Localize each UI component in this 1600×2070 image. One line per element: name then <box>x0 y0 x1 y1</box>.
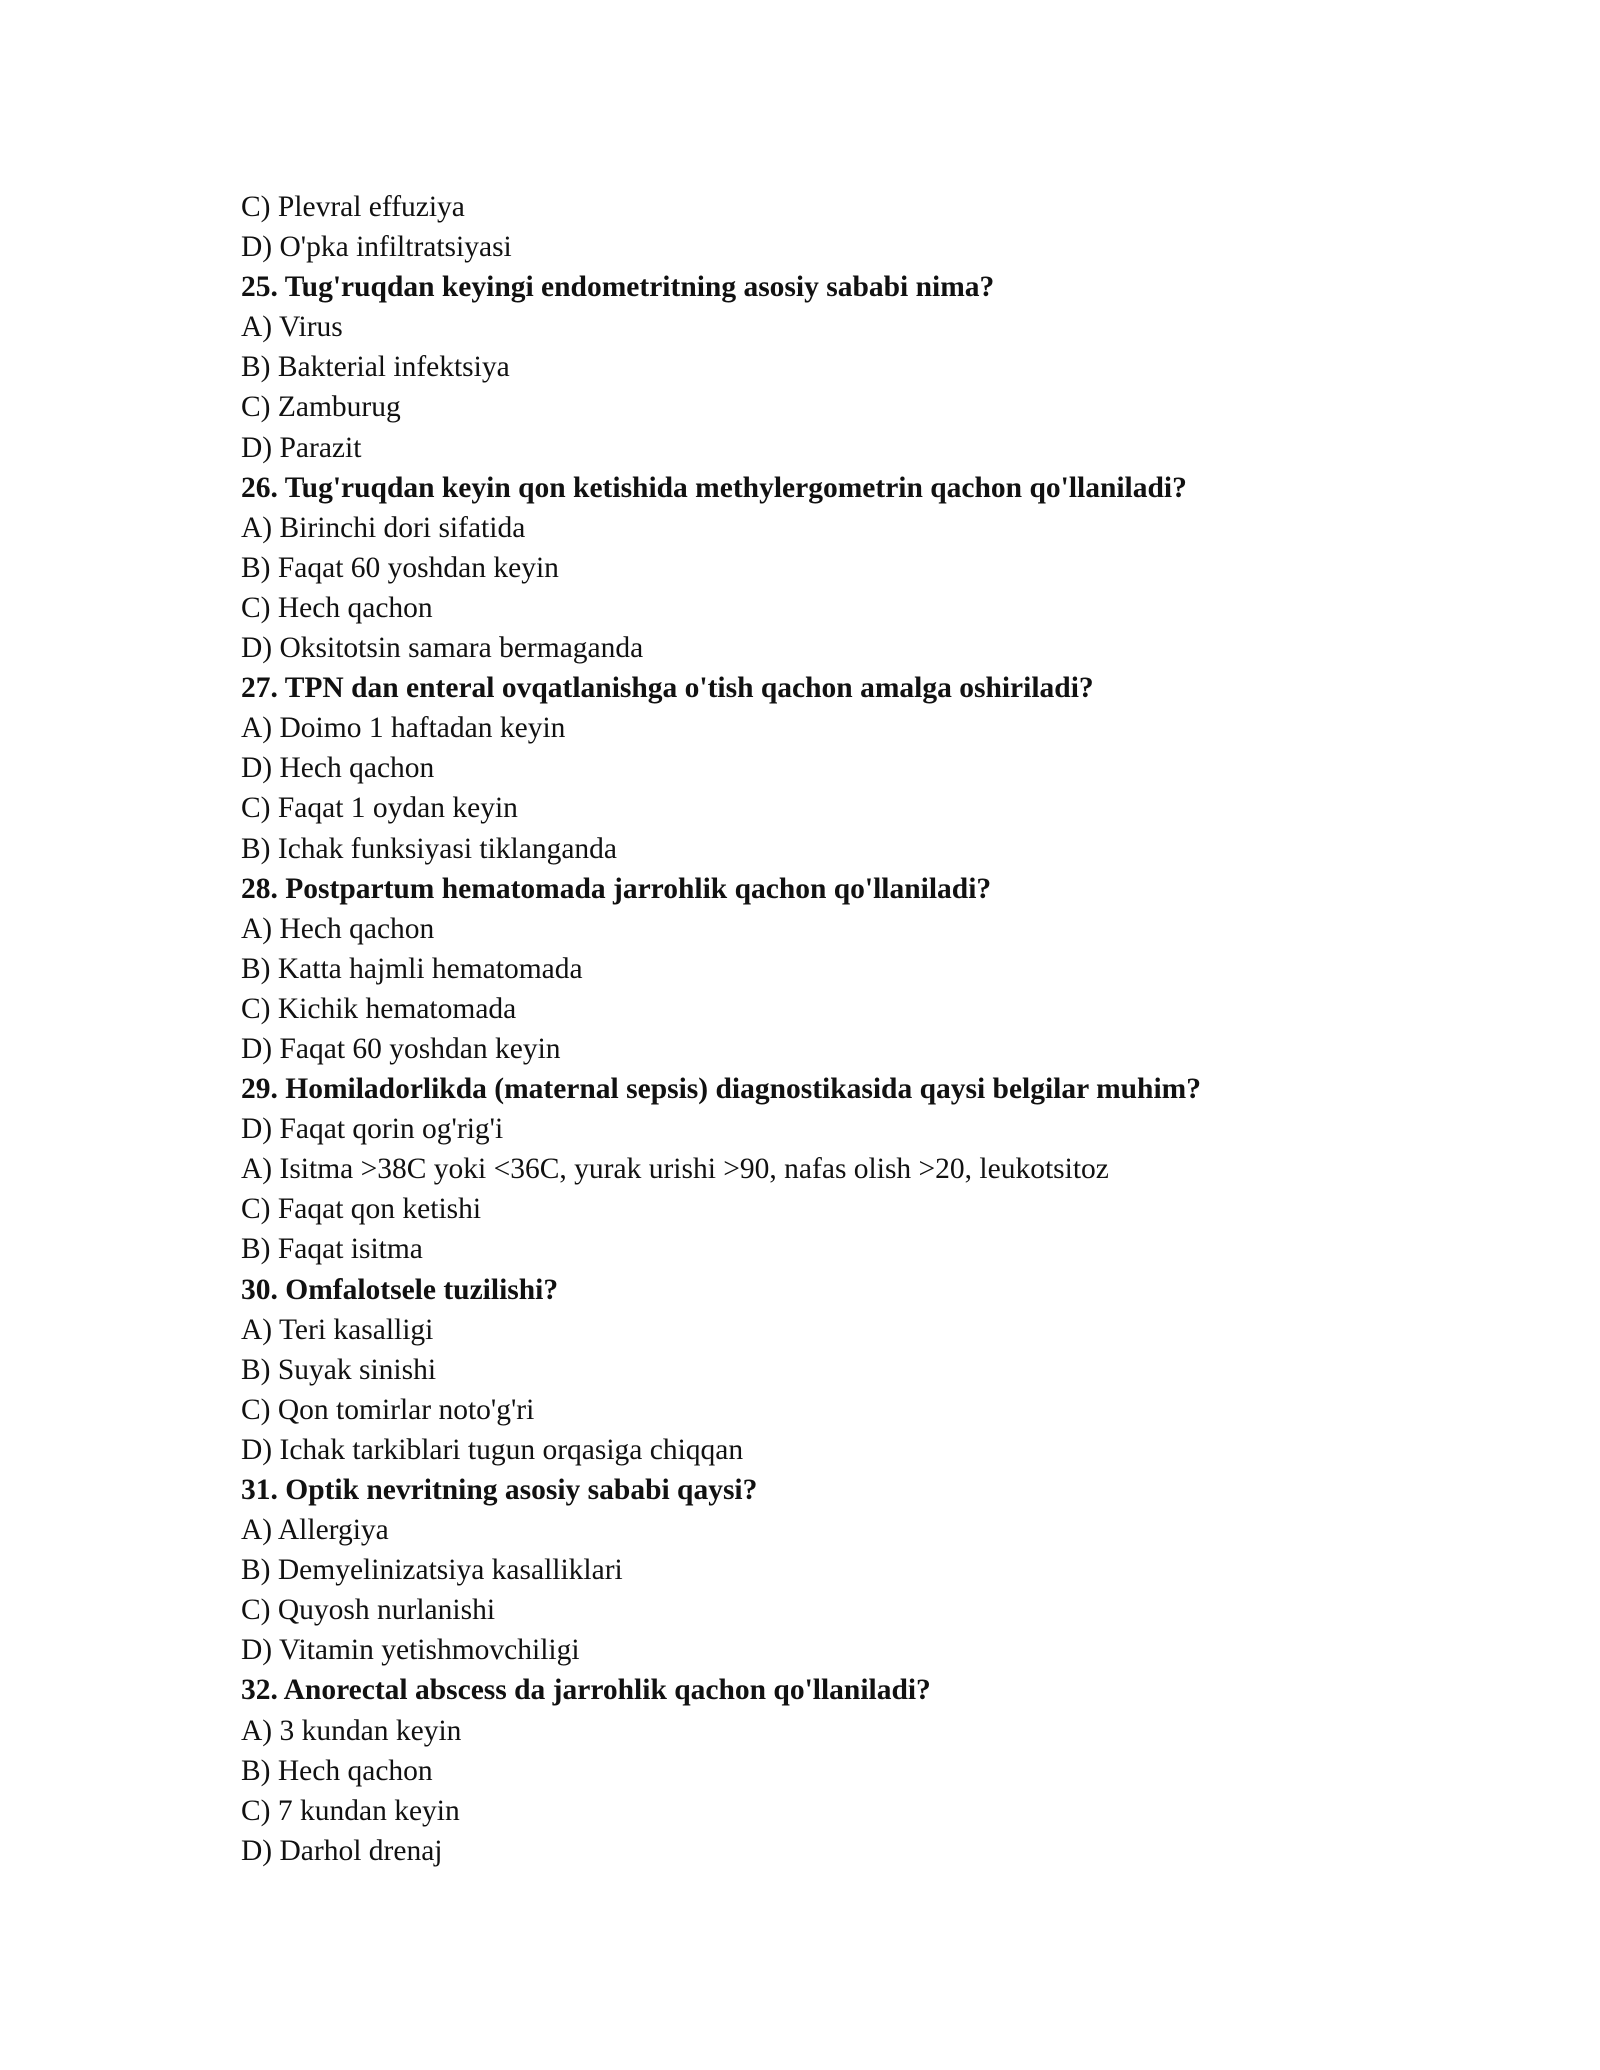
answer-option: D) Ichak tarkiblari tugun orqasiga chiqqan <box>241 1433 744 1466</box>
answer-option: A) Hech qachon <box>241 912 435 945</box>
answer-option: B) Bakterial infektsiya <box>241 351 510 384</box>
answer-option: C) Qon tomirlar noto'g'ri <box>241 1393 535 1426</box>
answer-option: B) Katta hajmli hematomada <box>241 952 583 985</box>
answer-option: B) Ichak funksiyasi tiklanganda <box>241 832 618 865</box>
answer-option: D) Faqat qorin og'rig'i <box>241 1113 504 1146</box>
answer-option: D) Vitamin yetishmovchiligi <box>241 1634 580 1667</box>
answer-option: D) Oksitotsin samara bermaganda <box>241 632 644 665</box>
answer-option: A) Allergiya <box>241 1514 389 1547</box>
answer-option: D) Faqat 60 yoshdan keyin <box>241 1032 561 1065</box>
answer-option: D) Darhol drenaj <box>241 1834 443 1867</box>
question-text: 26. Tug'ruqdan keyin qon ketishida methylergometrin qachon qo'llaniladi? <box>241 471 1187 504</box>
answer-option: D) O'pka infiltratsiyasi <box>241 231 512 264</box>
answer-option: C) 7 kundan keyin <box>241 1794 460 1827</box>
question-text: 29. Homiladorlikda (maternal sepsis) diagnostikasida qaysi belgilar muhim? <box>241 1073 1201 1106</box>
question-text: 27. TPN dan enteral ovqatlanishga o'tish qachon amalga oshiriladi? <box>241 672 1094 705</box>
answer-option: C) Plevral effuziya <box>241 191 465 223</box>
question-text: 32. Anorectal abscess da jarrohlik qachon qo'llaniladi? <box>241 1674 931 1707</box>
question-list <box>241 187 1441 1871</box>
answer-option: C) Faqat qon ketishi <box>241 1193 482 1226</box>
answer-option: A) Teri kasalligi <box>241 1313 434 1346</box>
answer-option: A) Doimo 1 haftadan keyin <box>241 712 566 745</box>
answer-option: B) Demyelinizatsiya kasalliklari <box>241 1554 623 1587</box>
answer-option: A) Virus <box>241 311 343 344</box>
answer-option: B) Suyak sinishi <box>241 1353 437 1386</box>
answer-option: D) Hech qachon <box>241 752 435 785</box>
question-text: 30. Omfalotsele tuzilishi? <box>241 1273 559 1306</box>
answer-option: C) Kichik hematomada <box>241 992 517 1025</box>
question-text: 28. Postpartum hematomada jarrohlik qachon qo'llaniladi? <box>241 872 992 905</box>
answer-option: B) Hech qachon <box>241 1754 433 1787</box>
answer-option: D) Parazit <box>241 431 362 464</box>
answer-option: C) Hech qachon <box>241 591 433 624</box>
answer-option: C) Faqat 1 oydan keyin <box>241 792 518 825</box>
answer-option: A) Isitma >38C yoki <36C, yurak urishi >90, nafas olish >20, leukotsitoz <box>241 1153 1109 1186</box>
answer-option: B) Faqat isitma <box>241 1233 423 1266</box>
answer-option: C) Quyosh nurlanishi <box>241 1594 496 1627</box>
question-text: 31. Optik nevritning asosiy sababi qaysi? <box>241 1474 758 1506</box>
answer-option: B) Faqat 60 yoshdan keyin <box>241 551 559 584</box>
answer-option: A) 3 kundan keyin <box>241 1714 462 1747</box>
question-text: 25. Tug'ruqdan keyingi endometritning asosiy sababi nima? <box>241 271 995 304</box>
answer-option: A) Birinchi dori sifatida <box>241 511 526 544</box>
answer-option: C) Zamburug <box>241 391 401 424</box>
